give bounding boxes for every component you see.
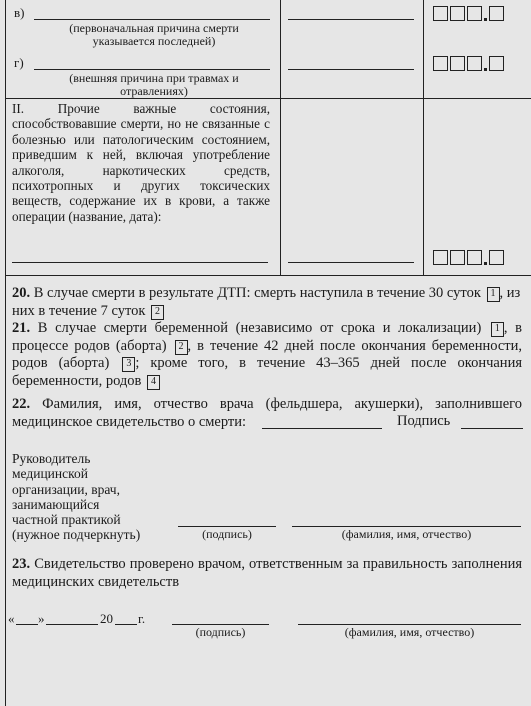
table-bottom-border xyxy=(5,275,531,276)
item-21-number: 21. xyxy=(12,320,31,336)
verifier-name-caption: (фамилия, имя, отчество) xyxy=(344,625,475,639)
row-g-note: (внешняя причина при травмах и отравлениях) xyxy=(69,71,239,98)
item-21-checkbox-1[interactable]: 1 xyxy=(491,322,504,337)
row-v-note: (первоначальная причина смерти указывается последней) xyxy=(69,21,239,48)
item-21-line-1: В случае смерти беременной (независимо от срока и локализации) xyxy=(37,320,482,336)
row-g-cause-field[interactable] xyxy=(34,69,270,70)
item-23-number: 23. xyxy=(12,556,31,572)
head-block-line-6: (нужное подчеркнуть) xyxy=(12,527,141,543)
row-divider xyxy=(5,98,531,99)
item-21-line-3: ; кроме того, в течение 43–365 дней после окончания беременности, родов xyxy=(12,355,522,389)
section-ii-interval-field[interactable] xyxy=(288,262,414,263)
date-year-suffix: г. xyxy=(138,611,146,626)
item-21-checkbox-3[interactable]: 3 xyxy=(122,357,135,372)
head-block-line-4: занимающийся xyxy=(12,496,100,512)
date-month-field[interactable] xyxy=(46,624,98,625)
date-century: 20 xyxy=(100,611,113,626)
item-23 xyxy=(12,556,522,591)
item-21-line-2a: , в процессе родов (аборта) xyxy=(12,320,523,354)
section-ii-field[interactable] xyxy=(12,262,268,263)
item-22-number: 22. xyxy=(12,396,31,412)
item-20-text-2: , из них в течение 7 суток xyxy=(12,285,521,319)
row-g-interval-field[interactable] xyxy=(288,69,414,70)
row-v-cause-field[interactable] xyxy=(34,19,270,20)
item-20 xyxy=(12,285,522,320)
date-year-field[interactable] xyxy=(115,624,137,625)
row-v-letter: в) xyxy=(14,5,25,20)
head-block-line-1: Руководитель xyxy=(12,451,91,466)
item-21-line-2b: , в течение 42 дней после окончания беременности, родов (аборта) xyxy=(12,337,522,371)
left-border xyxy=(5,0,6,706)
item-22-signature-label: Подпись xyxy=(397,413,451,429)
item-20-checkbox-1[interactable]: 1 xyxy=(487,287,500,302)
date-day-field[interactable] xyxy=(16,624,38,625)
item-22-name-field[interactable] xyxy=(262,428,382,429)
item-22-text: Фамилия, имя, отчество врача (фельдшера, акушерки), заполнившего медицинское свидетельство о смерти: xyxy=(12,396,522,430)
head-name-caption: (фамилия, имя, отчество) xyxy=(341,527,472,541)
item-20-number: 20. xyxy=(12,285,31,301)
item-23-text: Свидетельство проверено врачом, ответственным за правильность заполнения медицинских свидетельств xyxy=(12,556,523,590)
column-divider-1 xyxy=(280,0,281,275)
head-block-line-3: организации, врач, xyxy=(12,481,120,497)
item-22-signature-field[interactable] xyxy=(461,428,523,429)
head-block-labels xyxy=(12,451,182,543)
item-21-checkbox-4[interactable]: 4 xyxy=(147,375,160,390)
head-block-line-2: медицинской xyxy=(12,466,88,482)
row-g-letter: г) xyxy=(14,55,24,70)
section-ii-text: II. Прочие важные состояния, способствовавшие смерти, но не связанные с болезнью или патологическим состоянием, приведшим к ней, включая употребление алкоголя, наркотических средств, психотропных и других токсических веществ, содержание их в крови, а также операции (название, дата): xyxy=(12,101,270,224)
head-block-line-5: частной практикой xyxy=(12,512,121,528)
column-divider-2 xyxy=(423,0,424,275)
date-close-quote: » xyxy=(38,611,45,626)
verifier-signature-caption: (подпись) xyxy=(195,625,246,639)
item-20-text: В случае смерти в результате ДТП: смерть наступила в течение 30 суток xyxy=(33,285,481,301)
date-open-quote: « xyxy=(8,611,15,626)
item-20-checkbox-2[interactable]: 2 xyxy=(151,305,164,320)
item-21-checkbox-2[interactable]: 2 xyxy=(175,340,188,355)
row-v-interval-field[interactable] xyxy=(288,19,414,20)
head-signature-caption: (подпись) xyxy=(202,527,252,541)
item-21 xyxy=(12,320,522,390)
